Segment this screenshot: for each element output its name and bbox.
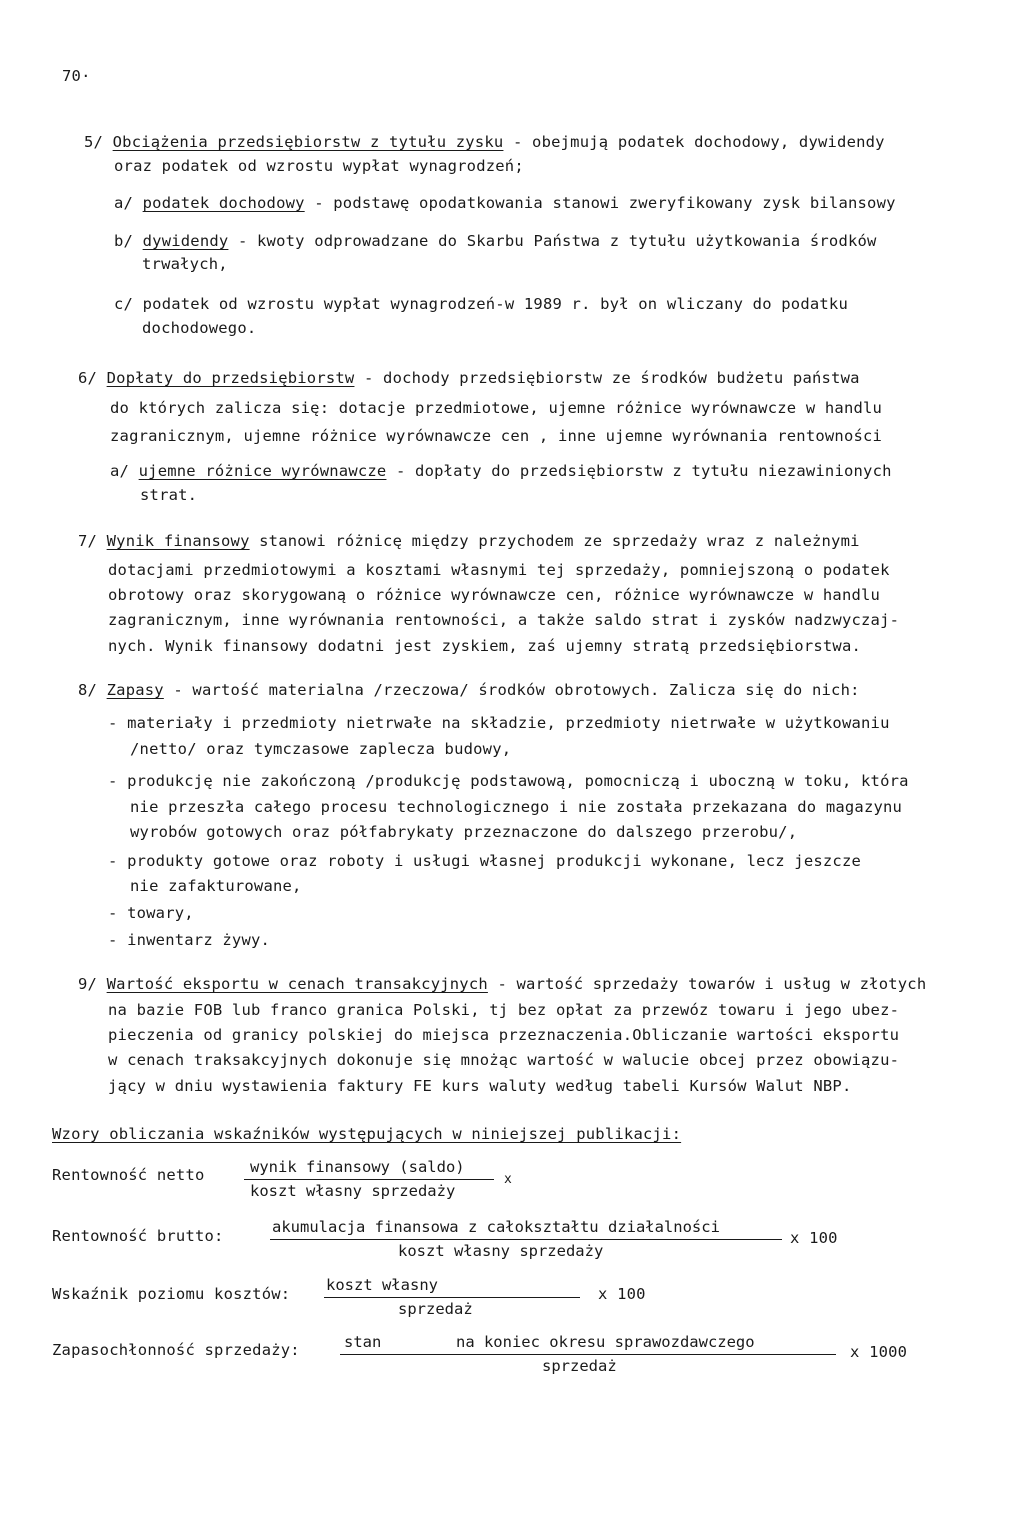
fraction-line <box>324 1297 580 1298</box>
formula-numerator: wynik finansowy (saldo) <box>250 1158 465 1176</box>
defined-term: Wynik finansowy <box>106 532 250 550</box>
formulas-heading: Wzory obliczania wskaźników występujących w niniejszej publikacji: <box>52 1125 682 1143</box>
item-line: do których zalicza się: dotacje przedmiotowe, ujemne różnice wyrównawcze w handlu <box>110 399 883 417</box>
bullet-continuation: wyrobów gotowych oraz półfabrykaty przeznaczone do dalszego przerobu/, <box>130 823 798 841</box>
defined-term: Obciążenia przedsiębiorstw z tytułu zysku <box>112 133 504 151</box>
item-line: dotacjami przedmiotowymi a kosztami własnymi tej sprzedaży, pomniejszoną o podatek <box>108 561 890 579</box>
formula-label: Zapasochłonność sprzedaży: <box>52 1341 300 1359</box>
item-line: zagranicznym, ujemne różnice wyrównawcze cen , inne ujemne wyrównania rentowności <box>110 427 883 445</box>
item-number: 9/ <box>78 975 98 993</box>
formula-factor: x 100 <box>790 1229 838 1247</box>
formula-label: Rentowność brutto: <box>52 1227 224 1245</box>
formula-numerator: koszt własny <box>326 1276 438 1294</box>
formula-factor: x 100 <box>598 1285 646 1303</box>
sub-text: - podstawę opodatkowania stanowi zweryfikowany zysk bilansowy <box>304 194 896 212</box>
formula-factor: x <box>504 1172 513 1187</box>
formula-denominator: sprzedaż <box>398 1300 473 1318</box>
defined-term: Wartość eksportu w cenach transakcyjnych <box>106 975 488 993</box>
item-line: jący w dniu wystawienia faktury FE kurs waluty według tabeli Kursów Walut NBP. <box>108 1077 852 1095</box>
formula-label: Rentowność netto <box>52 1166 205 1184</box>
item-line <box>78 680 860 700</box>
item-line: obrotowy oraz skorygowaną o różnice wyrównawcze cen, różnice wyrównawcze w handlu <box>108 586 881 604</box>
formula-label: Wskaźnik poziomu kosztów: <box>52 1285 291 1303</box>
sub-term: dywidendy <box>142 232 229 250</box>
sub-continuation: trwałych, <box>142 255 228 273</box>
sub-text: - dopłaty do przedsiębiorstw z tytułu niezawinionych <box>386 462 892 480</box>
item-line <box>84 132 885 152</box>
defined-term: Zapasy <box>106 681 164 699</box>
item-text: - wartość sprzedaży towarów i usług w złotych <box>487 975 927 993</box>
item-line: zagranicznym, inne wyrównania rentowności, a także saldo strat i zysków nadzwyczaj- <box>108 611 900 629</box>
item-text: - obejmują podatek dochodowy, dywidendy <box>503 133 885 151</box>
fraction-line <box>270 1239 782 1240</box>
bullet-item: - towary, <box>108 904 194 922</box>
fraction-line <box>340 1354 836 1355</box>
sub-term: ujemne różnice wyrównawcze <box>138 462 387 480</box>
item-line <box>78 974 926 994</box>
formula-denominator: koszt własny sprzedaży <box>398 1242 604 1260</box>
sub-label: a/ <box>110 462 130 480</box>
item-text: - dochody przedsiębiorstw ze środków budżetu państwa <box>354 369 860 387</box>
sub-continuation: dochodowego. <box>142 319 257 337</box>
item-number: 5/ <box>84 133 104 151</box>
bullet-item: - produkty gotowe oraz roboty i usługi własnej produkcji wykonane, lecz jeszcze <box>108 852 862 870</box>
item-line <box>78 368 860 388</box>
formula-numerator: akumulacja finansowa z całokształtu działalności <box>272 1218 720 1236</box>
item-text: stanowi różnicę między przychodem ze sprzedaży wraz z należnymi <box>249 532 860 550</box>
item-number: 8/ <box>78 681 98 699</box>
sub-item-b <box>114 231 877 251</box>
bullet-continuation: nie zafakturowane, <box>130 877 302 895</box>
item-line: nych. Wynik finansowy dodatni jest zyskiem, zaś ujemny stratą przedsiębiorstwa. <box>108 637 862 655</box>
bullet-continuation: /netto/ oraz tymczasowe zaplecza budowy, <box>130 740 512 758</box>
bullet-continuation: nie przeszła całego procesu technologicznego i nie została przekazana do magazynu <box>130 798 903 816</box>
sub-text: - kwoty odprowadzane do Skarbu Państwa z tytułu użytkowania środków <box>228 232 877 250</box>
item-text: - wartość materialna /rzeczowa/ środków obrotowych. Zalicza się do nich: <box>163 681 860 699</box>
sub-label: c/ <box>114 295 134 313</box>
sub-label: b/ <box>114 232 134 250</box>
page-number: 70· <box>62 67 91 85</box>
sub-item-c <box>114 294 848 314</box>
sub-item-a <box>114 193 896 213</box>
sub-text: podatek od wzrostu wypłat wynagrodzeń-w 1989 r. był on wliczany do podatku <box>142 295 848 313</box>
bullet-item: - materiały i przedmioty nietrwałe na składzie, przedmioty nietrwałe w użytkowaniu <box>108 714 890 732</box>
sub-continuation: strat. <box>140 486 198 504</box>
sub-item-a <box>110 461 892 481</box>
item-line: pieczenia od granicy polskiej do miejsca przeznaczenia.Obliczanie wartości eksportu <box>108 1026 900 1044</box>
item-line: na bazie FOB lub franco granica Polski, tj bez opłat za przewóz towaru i jego ubez- <box>108 1001 900 1019</box>
item-number: 6/ <box>78 369 98 387</box>
bullet-item: - produkcję nie zakończoną /produkcję podstawową, pomocniczą i uboczną w toku, która <box>108 772 909 790</box>
bullet-item: - inwentarz żywy. <box>108 931 271 949</box>
sub-term: podatek dochodowy <box>142 194 305 212</box>
fraction-line <box>244 1179 494 1180</box>
formula-denominator: koszt własny sprzedaży <box>250 1182 456 1200</box>
item-line: w cenach traksakcyjnych dokonuje się mnożąc wartość w walucie obcej przez obowiązu- <box>108 1051 900 1069</box>
defined-term: Dopłaty do przedsiębiorstw <box>106 369 355 387</box>
item-line: oraz podatek od wzrostu wypłat wynagrodzeń; <box>114 157 524 175</box>
formula-denominator: sprzedaż <box>542 1357 617 1375</box>
item-line <box>78 531 860 551</box>
item-number: 7/ <box>78 532 98 550</box>
formula-numerator: stan na koniec okresu sprawozdawczego <box>344 1333 755 1351</box>
sub-label: a/ <box>114 194 134 212</box>
formula-factor: x 1000 <box>850 1343 908 1361</box>
